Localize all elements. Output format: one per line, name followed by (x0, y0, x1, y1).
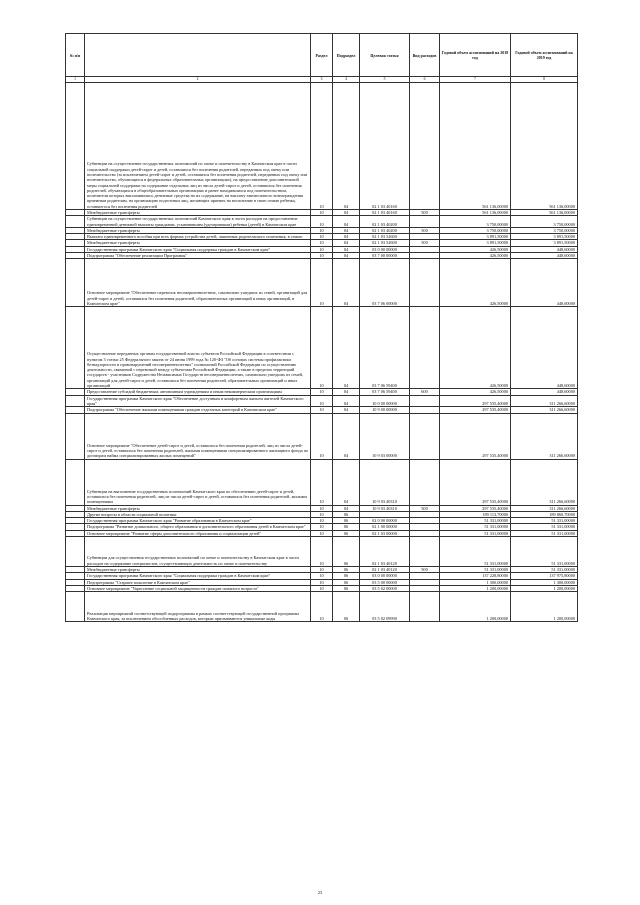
cell-amount-2019: 448,60000 (511, 259, 578, 307)
cell-name: Подпрограмма "Старшее поколение в Камчатском крае" (85, 579, 311, 585)
table-row (66, 259, 578, 307)
colnum-7: 7 (440, 77, 511, 83)
cell-target-article: 03 0 00 00000 (360, 246, 410, 252)
cell-target-article: 02 1 03 40120 (360, 567, 410, 573)
cell-amount-2018: 51 331,00000 (440, 530, 511, 536)
cell-target-article: 03 5 02 09990 (360, 592, 410, 622)
cell-target-article: 10 9 03 40310 (360, 505, 410, 511)
cell-podrazdel: 04 (333, 240, 360, 246)
table-row (66, 579, 578, 585)
cell-name: Межбюджетные трансферты (85, 210, 311, 216)
cell-razdel: 10 (311, 210, 333, 216)
cell-amount-2018: 3 750,00000 (440, 227, 511, 233)
table-row (66, 83, 578, 210)
cell-razdel: 10 (311, 524, 333, 530)
cell-target-article: 03 5 02 00000 (360, 585, 410, 591)
cell-amount-2018: 297 535,40000 (440, 395, 511, 407)
cell-name: Государственная программа Камчатского края "Социальная поддержка граждан в Камчатском крае" (85, 573, 311, 579)
cell-razdel: 10 (311, 585, 333, 591)
cell-expense-type (410, 537, 440, 567)
cell-razdel: 10 (311, 407, 333, 413)
cell-amount-2018: 3 750,00000 (440, 216, 511, 228)
cell-podrazdel: 04 (333, 407, 360, 413)
cell-amount-2019: 311 266,60000 (511, 395, 578, 407)
cell-name: Государственная программа Камчатского края "Социальная поддержка граждан в Камчатском крае" (85, 246, 311, 252)
cell-num (66, 592, 85, 622)
cell-amount-2019: 3 891,50000 (511, 234, 578, 240)
table-header (66, 34, 578, 77)
cell-name: Основное мероприятие "Укрепление социальной защищенности граждан пожилого возраста" (85, 585, 311, 591)
cell-podrazdel: 04 (333, 395, 360, 407)
cell-podrazdel: 04 (333, 210, 360, 216)
cell-razdel: 10 (311, 573, 333, 579)
cell-expense-type: 500 (410, 505, 440, 511)
cell-target-article: 02 1 00 00000 (360, 524, 410, 530)
cell-num (66, 413, 85, 459)
cell-name: Субвенции на осуществление государственных полномочий по опеке и попечительству в Камчатском крае в части социальной поддержки детей-сирот и детей, оставшихся без попечения родителей, переданных под опеку или попечительство (за исключением детей-сирот и детей, оставшихся без попечения родителей, переданных под опеку или попечительство, обучающихся в федеральных образовательных организациях), на предоставление дополнительной меры социальной поддержки на содержание отдельных лиц из числа детей-сирот и детей, оставшихся без попечения родителей, обучающихся в общеобразовательных организациях и ранее находившихся под попечительством, попечители которых выплачивались денежные средства на их содержание, на выплату ежемесячного вознаграждения приемным родителям, на организацию подготовки лиц, желающих принять на воспитание в свою семью ребенка, оставшегося без попечения родителей (85, 83, 311, 210)
cell-amount-2019: 311 266,60000 (511, 459, 578, 505)
cell-name: Межбюджетные трансферты (85, 240, 311, 246)
cell-amount-2018: 1 200,00000 (440, 585, 511, 591)
table-row (66, 389, 578, 395)
cell-amount-2019: 311 266,60000 (511, 505, 578, 511)
cell-amount-2019: 189 860,70000 (511, 511, 578, 517)
cell-target-article: 10 9 00 00000 (360, 407, 410, 413)
cell-razdel: 10 (311, 530, 333, 536)
cell-podrazdel: 06 (333, 592, 360, 622)
cell-amount-2019: 51 331,00000 (511, 524, 578, 530)
cell-razdel: 10 (311, 413, 333, 459)
colnum-3: 3 (311, 77, 333, 83)
cell-amount-2019: 51 331,00000 (511, 567, 578, 573)
cell-amount-2018: 297 535,40000 (440, 407, 511, 413)
cell-amount-2018: 51 331,00000 (440, 518, 511, 524)
cell-num (66, 307, 85, 389)
table-row (66, 216, 578, 228)
cell-amount-2019: 561 136,00000 (511, 83, 578, 210)
cell-target-article: 02 1 03 40200 (360, 227, 410, 233)
cell-razdel: 10 (311, 216, 333, 228)
cell-razdel: 10 (311, 518, 333, 524)
cell-razdel: 10 (311, 307, 333, 389)
cell-num (66, 459, 85, 505)
cell-num (66, 83, 85, 210)
cell-podrazdel: 04 (333, 234, 360, 240)
cell-name: Предоставление субсидий бюджетным, автономным учреждениям и иным некоммерческим организациям (85, 389, 311, 395)
cell-amount-2018: 51 331,00000 (440, 524, 511, 530)
cell-amount-2018: 1 200,00000 (440, 592, 511, 622)
cell-razdel: 10 (311, 227, 333, 233)
cell-expense-type (410, 413, 440, 459)
cell-target-article: 03 0 00 00000 (360, 573, 410, 579)
cell-amount-2018: 3 891,50000 (440, 240, 511, 246)
cell-amount-2018: 426,50000 (440, 246, 511, 252)
cell-amount-2018: 426,50000 (440, 253, 511, 259)
cell-name: Государственная программа Камчатского края "Обеспечение доступным и комфортным жильем жителей Камчатского края" (85, 395, 311, 407)
cell-podrazdel: 04 (333, 413, 360, 459)
table-row (66, 585, 578, 591)
cell-name: Межбюджетные трансферты (85, 567, 311, 573)
cell-razdel: 10 (311, 567, 333, 573)
cell-expense-type: 600 (410, 389, 440, 395)
cell-name: Государственная программа Камчатского края "Развитие образования в Камчатском крае" (85, 518, 311, 524)
cell-podrazdel: 06 (333, 573, 360, 579)
cell-name: Субвенции на выполнение государственных полномочий Камчатского края по обеспечению детей-сирот и детей, оставшихся без попечения родителей, лиц из числа детей-сирот и детей, оставшихся без попечения родителей, жилыми помещениями (85, 459, 311, 505)
table-row (66, 395, 578, 407)
cell-amount-2018: 3 891,50000 (440, 234, 511, 240)
cell-name: Субвенции для осуществления государственных полномочий по опеке и попечительству в Камчатском крае в части расходов на содержание специалистов, осуществляющих деятельность по опеке и попечительству (85, 537, 311, 567)
cell-amount-2019: 448,60000 (511, 307, 578, 389)
cell-amount-2019: 311 266,60000 (511, 413, 578, 459)
cell-podrazdel: 04 (333, 246, 360, 252)
colnum-2: 2 (85, 77, 311, 83)
cell-num (66, 537, 85, 567)
table-row (66, 573, 578, 579)
cell-amount-2019: 448,60000 (511, 253, 578, 259)
cell-razdel: 10 (311, 246, 333, 252)
cell-amount-2018: 137 228,80000 (440, 573, 511, 579)
cell-name: Осуществление переданных органам государственной власти субъектов Российской Федерации в соответствии с пунктом 3 статьи 25 Федерального закона от 24 июня 1999 года № 120-ФЗ "Об основах системы профилактики безнадзорности и правонарушений несовершеннолетних" полномочий Российской Федерации по осуществлению деятельности, связанной с перевозкой между субъектами Российской Федерации, а также в пределах территорий государств - участников Содружества Независимых Государств несовершеннолетних, самовольно ушедших из семей, организаций для детей-сирот и детей, оставшихся без попечения родителей, образовательных организаций и иных организаций (85, 307, 311, 389)
colnum-6: 6 (410, 77, 440, 83)
colnum-4: 4 (333, 77, 360, 83)
table-row (66, 459, 578, 505)
cell-amount-2019: 1 200,00000 (511, 585, 578, 591)
header-2019: Годовой объем ассигнований на 2019 год (511, 34, 578, 77)
cell-amount-2018: 51 331,00000 (440, 567, 511, 573)
header-target-article: Целевая статья (360, 34, 410, 77)
cell-amount-2018: 426,50000 (440, 307, 511, 389)
cell-target-article: 02 1 03 40200 (360, 216, 410, 228)
cell-podrazdel: 04 (333, 253, 360, 259)
cell-podrazdel: 04 (333, 216, 360, 228)
cell-razdel: 10 (311, 505, 333, 511)
cell-amount-2019: 3 750,00000 (511, 216, 578, 228)
cell-target-article: 03 7 06 59400 (360, 389, 410, 395)
cell-amount-2019: 448,60000 (511, 246, 578, 252)
cell-name: Реализация мероприятий соответствующей подпрограммы в рамках соответствующей государственной программы Камчатского края, за исключением обособленных расходов, которым присваиваются уникальные коды (85, 592, 311, 622)
cell-podrazdel: 06 (333, 530, 360, 536)
page-number: 23 (317, 890, 323, 895)
table-row (66, 518, 578, 524)
table-row (66, 530, 578, 536)
cell-amount-2019: 1 200,00000 (511, 592, 578, 622)
cell-expense-type (410, 395, 440, 407)
cell-podrazdel: 06 (333, 537, 360, 567)
header-num: № п/п (66, 34, 85, 77)
cell-amount-2018: 426,50000 (440, 259, 511, 307)
header-name (85, 34, 311, 77)
cell-name: Подпрограмма "Обеспечение реализации Программы" (85, 253, 311, 259)
cell-target-article: 02 1 03 40120 (360, 537, 410, 567)
table-row (66, 511, 578, 517)
cell-name: Межбюджетные трансферты (85, 227, 311, 233)
cell-razdel: 10 (311, 537, 333, 567)
cell-razdel: 10 (311, 240, 333, 246)
cell-amount-2019: 51 331,00000 (511, 530, 578, 536)
cell-razdel: 10 (311, 259, 333, 307)
table-row (66, 234, 578, 240)
cell-expense-type: 500 (410, 240, 440, 246)
table-row (66, 592, 578, 622)
cell-podrazdel: 04 (333, 389, 360, 395)
table-row (66, 413, 578, 459)
budget-table (65, 33, 578, 622)
cell-num (66, 395, 85, 407)
cell-num (66, 216, 85, 228)
cell-target-article: 02 1 03 52600 (360, 234, 410, 240)
cell-razdel: 10 (311, 234, 333, 240)
cell-name: Субвенции на осуществление государственных полномочий Камчатского края в части расходов на предоставление единовременной денежной выплаты гражданам, усыновившим (удочерившим) ребенка (детей) в Камчатском крае (85, 216, 311, 228)
header-expense-type: Вид расходов (410, 34, 440, 77)
cell-amount-2018: 51 331,00000 (440, 537, 511, 567)
cell-expense-type (410, 216, 440, 228)
cell-podrazdel: 04 (333, 505, 360, 511)
cell-name: Другие вопросы в области социальной политики (85, 511, 311, 517)
cell-razdel: 10 (311, 511, 333, 517)
cell-target-article: 03 7 00 00000 (360, 253, 410, 259)
cell-amount-2019: 51 331,00000 (511, 537, 578, 567)
table-row (66, 307, 578, 389)
cell-expense-type: 500 (410, 210, 440, 216)
cell-name: Подпрограмма "Развитие дошкольного, общего образования и дополнительного образования детей в Камчатском крае" (85, 524, 311, 530)
cell-name: Основное мероприятие "Обеспечение детей-сирот и детей, оставшихся без попечения родителей, лиц из числа детей-сирот и детей, оставшихся без попечения родителей, жилыми помещениями специализированного жилищного фонда по договорам найма специализированных жилых помещений" (85, 413, 311, 459)
cell-expense-type (410, 83, 440, 210)
cell-amount-2019: 448,60000 (511, 389, 578, 395)
cell-amount-2018: 297 535,40000 (440, 459, 511, 505)
cell-expense-type: 500 (410, 567, 440, 573)
cell-amount-2018: 561 136,00000 (440, 210, 511, 216)
cell-target-article: 02 1 03 40160 (360, 210, 410, 216)
cell-amount-2019: 561 136,00000 (511, 210, 578, 216)
cell-podrazdel: 06 (333, 511, 360, 517)
cell-podrazdel: 04 (333, 459, 360, 505)
cell-podrazdel: 06 (333, 518, 360, 524)
cell-name: Выплата единовременного пособия при всех формах устройства детей, лишенных родительского попечения, в семью (85, 234, 311, 240)
cell-razdel: 10 (311, 579, 333, 585)
cell-razdel: 10 (311, 253, 333, 259)
colnum-8: 8 (511, 77, 578, 83)
cell-expense-type: 500 (410, 227, 440, 233)
table-row (66, 407, 578, 413)
cell-amount-2019: 51 331,00000 (511, 518, 578, 524)
cell-expense-type (410, 259, 440, 307)
cell-podrazdel: 04 (333, 259, 360, 307)
header-razdel: Раздел (311, 34, 333, 77)
cell-target-article: 10 9 03 00000 (360, 413, 410, 459)
cell-target-article: 10 0 00 00000 (360, 395, 410, 407)
cell-expense-type (410, 307, 440, 389)
cell-amount-2019: 137 975,80000 (511, 573, 578, 579)
cell-target-article: 02 1 03 40160 (360, 83, 410, 210)
cell-target-article: 10 9 03 40310 (360, 459, 410, 505)
cell-name: Подпрограмма "Обеспечение жилыми помещениями граждан отдельных категорий в Камчатском крае" (85, 407, 311, 413)
header-2018: Годовой объем ассигнований на 2018 год (440, 34, 511, 77)
cell-num (66, 259, 85, 307)
cell-name: Основное мероприятие "Развитие сферы дополнительного образования и социализации детей" (85, 530, 311, 536)
cell-amount-2019: 1 300,00000 (511, 579, 578, 585)
cell-expense-type (410, 459, 440, 505)
cell-amount-2019: 3 891,50000 (511, 240, 578, 246)
cell-amount-2018: 561 136,00000 (440, 83, 511, 210)
cell-target-article: 03 5 00 00000 (360, 579, 410, 585)
cell-podrazdel: 04 (333, 227, 360, 233)
cell-podrazdel: 06 (333, 524, 360, 530)
cell-target-article: 03 7 06 00000 (360, 259, 410, 307)
cell-podrazdel: 06 (333, 567, 360, 573)
table-row (66, 246, 578, 252)
cell-amount-2018: 426,50000 (440, 389, 511, 395)
cell-amount-2018: 1 300,00000 (440, 579, 511, 585)
table-row (66, 537, 578, 567)
cell-razdel: 10 (311, 395, 333, 407)
cell-amount-2019: 311 266,60000 (511, 407, 578, 413)
cell-amount-2018: 297 535,40000 (440, 505, 511, 511)
cell-podrazdel: 06 (333, 585, 360, 591)
cell-podrazdel: 06 (333, 579, 360, 585)
document-page (65, 33, 577, 622)
cell-amount-2019: 3 750,00000 (511, 227, 578, 233)
cell-razdel: 10 (311, 592, 333, 622)
header-podrazdel: Подраздел (333, 34, 360, 77)
cell-razdel: 10 (311, 389, 333, 395)
cell-target-article: 02 1 03 00000 (360, 530, 410, 536)
colnum-5: 5 (360, 77, 410, 83)
cell-name: Межбюджетные трансферты (85, 505, 311, 511)
cell-expense-type (410, 592, 440, 622)
cell-podrazdel: 04 (333, 83, 360, 210)
cell-target-article: 02 1 03 52600 (360, 240, 410, 246)
cell-razdel: 10 (311, 83, 333, 210)
cell-razdel: 10 (311, 459, 333, 505)
cell-amount-2018: 297 535,40000 (440, 413, 511, 459)
cell-name: Основное мероприятие "Обеспечение перевозок несовершеннолетних, самовольно ушедших из семей, организаций для детей-сирот и детей, оставшихся без попечения родителей, образовательных организаций и иных организаций, в Камчатском крае" (85, 259, 311, 307)
colnum-1: 1 (66, 77, 85, 83)
cell-amount-2018: 189 113,70000 (440, 511, 511, 517)
table-row (66, 253, 578, 259)
table-row (66, 524, 578, 530)
cell-target-article: 03 7 06 59400 (360, 307, 410, 389)
cell-podrazdel: 04 (333, 307, 360, 389)
cell-target-article: 02 0 00 00000 (360, 518, 410, 524)
